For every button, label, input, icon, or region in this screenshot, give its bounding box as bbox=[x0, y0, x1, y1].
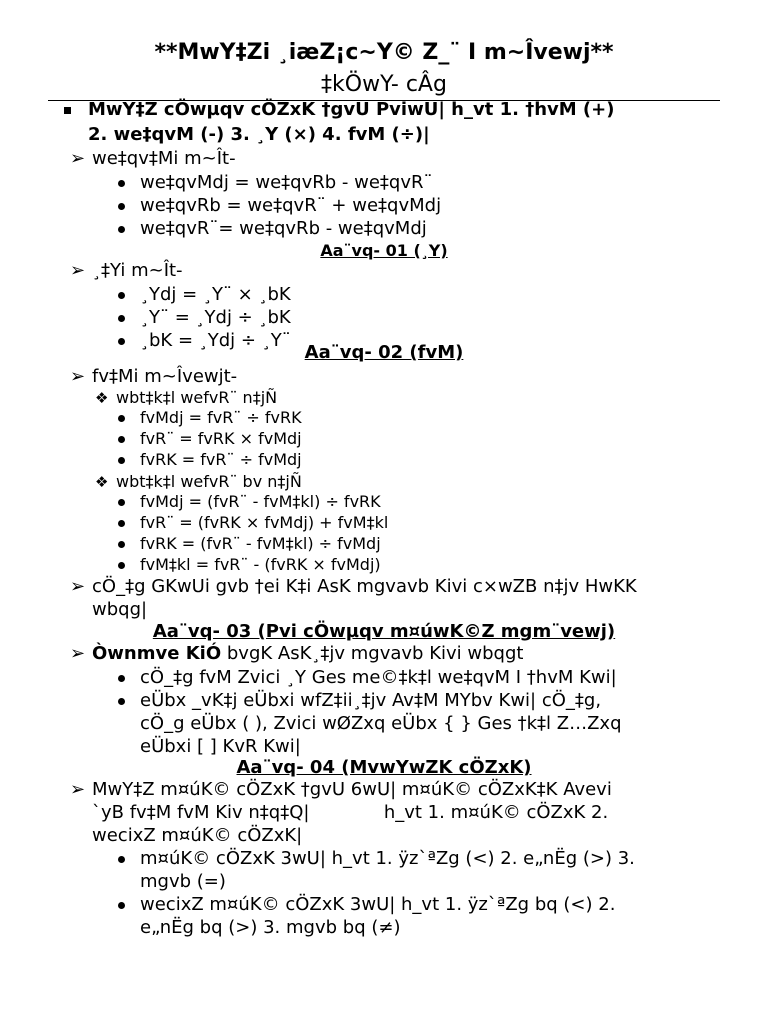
paragraph-line: mgvb (=) bbox=[140, 871, 226, 892]
dot-bullet-icon bbox=[118, 675, 125, 682]
dot-bullet-icon bbox=[118, 180, 125, 187]
chapter-heading: Aa¨vq- 02 (fvM) bbox=[304, 342, 464, 363]
document-title: **MwY‡Zi ¸iæZ¡c~Y© Z_¨ I m~Îvewj** bbox=[154, 40, 614, 65]
dot-bullet-icon bbox=[118, 415, 125, 422]
section-heading: we‡qv‡Mi m~Ît- bbox=[92, 148, 236, 169]
arrow-bullet-icon: ➢ bbox=[70, 260, 86, 281]
paragraph-line: cÖ_‡g fvM Zvici ¸Y Ges me©‡k‡l we‡qvM I †hvM Kwi| bbox=[140, 667, 617, 688]
paragraph-line: wecixZ m¤úK© cÖZxK| bbox=[92, 825, 303, 846]
arrow-bullet-icon: ➢ bbox=[70, 643, 86, 664]
bold-term: Òwnmve KiÓ bbox=[92, 643, 222, 664]
paragraph-line: m¤úK© cÖZxK 3wU| h_vt 1. ÿz`ªZg (<) 2. e„nËg (>) 3. bbox=[140, 848, 635, 869]
paragraph-line: 2. we‡qvM (-) 3. ¸Y (×) 4. fvM (÷)| bbox=[88, 124, 430, 145]
formula-line: ¸Ydj = ¸Y¨ × ¸bK bbox=[140, 284, 291, 305]
paragraph-line: MwY‡Z cÖwµqv cÖZxK †gvU PviwU| h_vt 1. †hvM (+) bbox=[88, 99, 615, 120]
paragraph-line: eÜbx _vK‡j eÜbxi wfZ‡ii¸‡jv Av‡M MYbv Kwi| cÖ_‡g, bbox=[140, 690, 602, 711]
paragraph-line: `yB fv‡M fvM Kiv n‡q‡Q| h_vt 1. m¤úK© cÖZxK 2. bbox=[92, 802, 609, 823]
formula-line: fvR¨ = fvRK × fvMdj bbox=[140, 429, 302, 448]
formula-line: we‡qvMdj = we‡qvRb - we‡qvR¨ bbox=[140, 172, 433, 193]
formula-line: fvM‡kl = fvR¨ - (fvRK × fvMdj) bbox=[140, 555, 381, 574]
paragraph-line: wbqg| bbox=[92, 599, 148, 620]
paragraph-text: bvgK AsK¸‡jv mgvavb Kivi wbqgt bbox=[221, 643, 524, 664]
formula-line: we‡qvR¨= we‡qvRb - we‡qvMdj bbox=[140, 218, 427, 239]
formula-line: fvRK = fvR¨ ÷ fvMdj bbox=[140, 450, 302, 469]
diamond-bullet-icon: ❖ bbox=[95, 473, 109, 491]
dot-bullet-icon bbox=[118, 902, 125, 909]
paragraph-line: wecixZ m¤úK© cÖZxK 3wU| h_vt 1. ÿz`ªZg bq (<) 2. bbox=[140, 894, 616, 915]
dot-bullet-icon bbox=[118, 562, 125, 569]
chapter-heading: Aa¨vq- 04 (MvwYwZK cÖZxK) bbox=[236, 757, 532, 778]
chapter-heading: Aa¨vq- 01 (¸Y) bbox=[320, 241, 448, 260]
paragraph-line: MwY‡Z m¤úK© cÖZxK †gvU 6wU| m¤úK© cÖZxK‡K Avevi bbox=[92, 779, 612, 800]
formula-line: fvMdj = fvR¨ ÷ fvRK bbox=[140, 408, 302, 427]
paragraph-line bbox=[92, 643, 523, 665]
dot-bullet-icon bbox=[118, 457, 125, 464]
subsection-heading: wbt‡k‡l wefvR¨ n‡jÑ bbox=[116, 388, 278, 407]
dot-bullet-icon bbox=[118, 541, 125, 548]
dot-bullet-icon bbox=[118, 315, 125, 322]
dot-bullet-icon bbox=[118, 292, 125, 299]
diamond-bullet-icon: ❖ bbox=[95, 389, 109, 407]
dot-bullet-icon bbox=[118, 856, 125, 863]
paragraph-line: e„nËg bq (>) 3. mgvb bq (≠) bbox=[140, 917, 401, 938]
arrow-bullet-icon: ➢ bbox=[70, 576, 86, 597]
square-bullet-icon bbox=[64, 107, 71, 114]
dot-bullet-icon bbox=[118, 203, 125, 210]
formula-line: fvRK = (fvR¨ - fvM‡kl) ÷ fvMdj bbox=[140, 534, 381, 553]
formula-line: fvR¨ = (fvRK × fvMdj) + fvM‡kl bbox=[140, 513, 389, 532]
arrow-bullet-icon: ➢ bbox=[70, 779, 86, 800]
formula-line: ¸bK = ¸Ydj ÷ ¸Y¨ bbox=[140, 330, 291, 351]
section-heading: ¸‡Yi m~Ît- bbox=[92, 260, 183, 281]
dot-bullet-icon bbox=[118, 499, 125, 506]
paragraph-line: cÖ_‡g GKwUi gvb †ei K‡i AsK mgvavb Kivi c×wZB n‡jv HwKK bbox=[92, 576, 637, 597]
paragraph-line: cÖ_g eÜbx ( ), Zvici wØZxq eÜbx { } Ges †k‡l Z…Zxq bbox=[140, 713, 622, 734]
dot-bullet-icon bbox=[118, 698, 125, 705]
document-subtitle: ‡kÖwY- cÂg bbox=[321, 72, 447, 97]
formula-line: ¸Y¨ = ¸Ydj ÷ ¸bK bbox=[140, 307, 291, 328]
dot-bullet-icon bbox=[118, 436, 125, 443]
arrow-bullet-icon: ➢ bbox=[70, 148, 86, 169]
formula-line: we‡qvRb = we‡qvR¨ + we‡qvMdj bbox=[140, 195, 442, 216]
subsection-heading: wbt‡k‡l wefvR¨ bv n‡jÑ bbox=[116, 472, 302, 491]
section-heading: fv‡Mi m~Îvewjt- bbox=[92, 366, 238, 387]
dot-bullet-icon bbox=[118, 226, 125, 233]
chapter-heading: Aa¨vq- 03 (Pvi cÖwµqv m¤úwK©Z mgm¨vewj) bbox=[152, 621, 616, 642]
arrow-bullet-icon: ➢ bbox=[70, 366, 86, 387]
paragraph-line: eÜbxi [ ] KvR Kwi| bbox=[140, 736, 301, 757]
dot-bullet-icon bbox=[118, 520, 125, 527]
formula-line: fvMdj = (fvR¨ - fvM‡kl) ÷ fvRK bbox=[140, 492, 381, 511]
